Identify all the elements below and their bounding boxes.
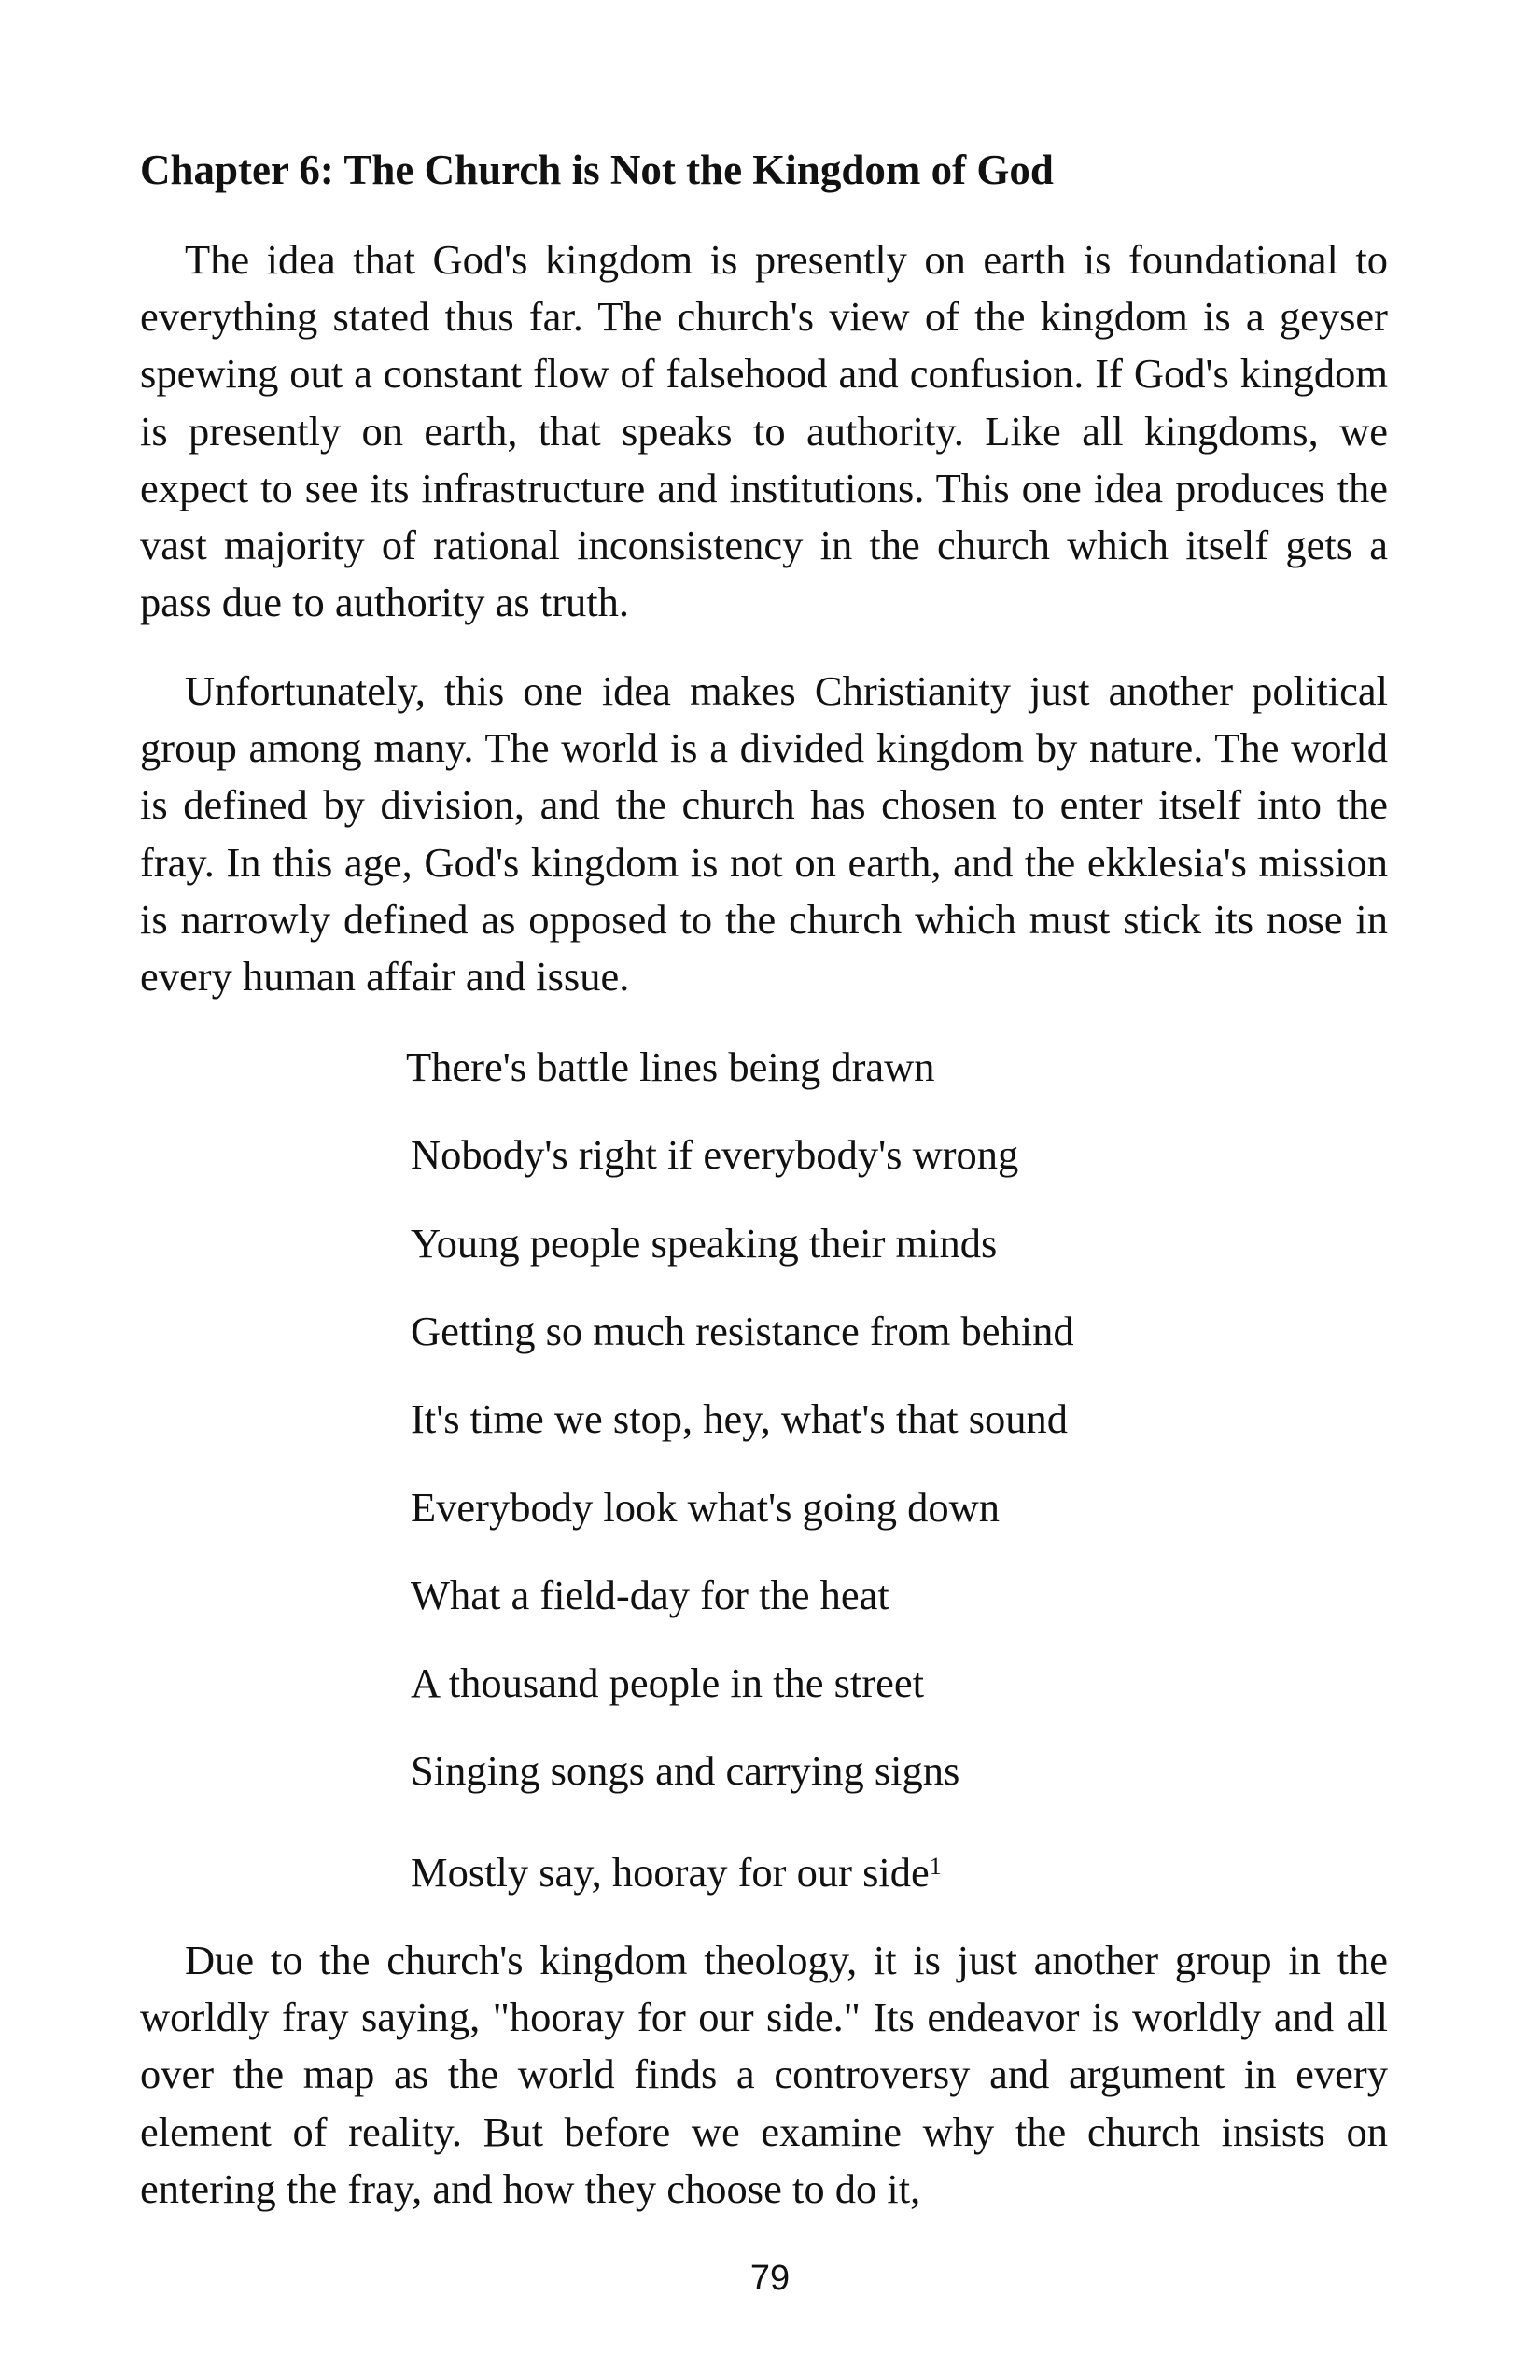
verse-line: Singing songs and carrying signs <box>411 1747 960 1794</box>
verse-line: Nobody's right if everybody's wrong <box>411 1131 1019 1178</box>
paragraph-2-text: Unfortunately, this one idea makes Christianity just another political group among many. The world is a divided kingdom by nature. The world is defined by division, and the church has chosen to enter itself into the fray. In this age, God's kingdom is not on earth, and the ekklesia's mission is narrowly defined as opposed to the church which must stick its nose in every human affair and issue. <box>140 667 1388 1001</box>
verse-line: What a field-day for the heat <box>411 1572 889 1618</box>
verse-line: Young people speaking their minds <box>411 1220 998 1267</box>
page-number: 79 <box>749 2259 791 2298</box>
footnote-marker[interactable]: 1 <box>929 1853 942 1880</box>
verse-line: It's time we stop, hey, what's that sound <box>411 1395 1069 1442</box>
verse-line-text: Mostly say, hooray for our side <box>411 1849 930 1896</box>
paragraph-1 <box>140 231 1388 631</box>
verse-line: Everybody look what's going down <box>411 1484 1000 1531</box>
verse-line: A thousand people in the street <box>411 1659 924 1706</box>
verse-line: There's battle lines being drawn <box>406 1043 935 1090</box>
paragraph-2 <box>140 663 1388 1005</box>
chapter-heading: Chapter 6: The Church is Not the Kingdom of God <box>140 147 1054 193</box>
verse-line: Getting so much resistance from behind <box>411 1308 1074 1354</box>
paragraph-3 <box>140 1932 1388 2218</box>
paragraph-1-text: The idea that God's kingdom is presently on earth is foundational to everything stated thus far. The church's view of the kingdom is a geyser spewing out a constant flow of falsehood and confusion. If God's kingdom is presently on earth, that speaks to authority. Like all kingdoms, we expect to see its infrastructure and institutions. This one idea produces the vast majority of rational inconsistency in the church which itself gets a pass due to authority as truth. <box>140 236 1388 626</box>
paragraph-3-text: Due to the church's kingdom theology, it is just another group in the worldly fray saying, "hooray for our side." Its endeavor is worldly and all over the map as the world finds a controversy and argument in every element of reality. But before we examine why the church insists on entering the fray, and how they choose to do it, <box>140 1937 1388 2212</box>
verse-line-last <box>411 1844 1344 1900</box>
